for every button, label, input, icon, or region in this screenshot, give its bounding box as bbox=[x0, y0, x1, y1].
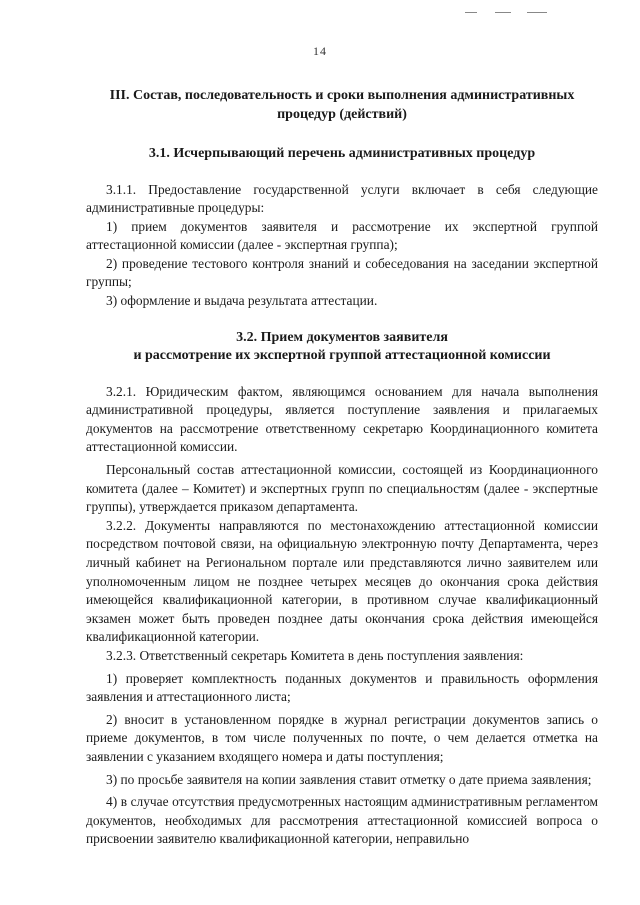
paragraph-3-2-3: 3.2.3. Ответственный секретарь Комитета в день поступления заявления: bbox=[106, 647, 524, 663]
section-title: III. Состав, последовательность и сроки выполнения административных процедур (действий) bbox=[109, 88, 575, 122]
document-body bbox=[86, 86, 598, 849]
subsection-title-3-1: 3.1. Исчерпывающий перечень административных процедур bbox=[148, 146, 536, 161]
list-item: 1) проверяет комплектность поданных документов и правильность оформления заявления и аттестационного листа; bbox=[86, 670, 598, 705]
paragraph-3-2-2: 3.2.2. Документы направляются по местонахождению аттестационной комиссии посредством почтовой связи, на официальную электронную почту Департамента, через личный кабинет на Региональном портале или представляются лично заявителем или уполномоченным лицом не позднее четырех месяцев до окончания срока действия имеющейся квалификационной категории, в противном случае квалификационный экзамен может быть проведен позднее даты окончания срока действия имеющейся квалификационной категории. bbox=[86, 517, 598, 645]
list-item: 3) по просьбе заявителя на копии заявления ставит отметку о дате приема заявления; bbox=[106, 771, 592, 787]
subsection-title-line-1: 3.2. Прием документов заявителя bbox=[236, 329, 448, 345]
list-item: 3) оформление и выдача результата аттестации. bbox=[106, 293, 378, 309]
scan-artifact-marks bbox=[465, 6, 555, 12]
paragraph-3-1-1: 3.1.1. Предоставление государственной услуги включает в себя следующие административные процедуры: bbox=[86, 181, 598, 216]
paragraph-3-2-1: 3.2.1. Юридическим фактом, являющимся основанием для начала выполнения административной процедуры, является поступление заявления и прилагаемых документов на рассмотрение ответственному секретарю Координационного комитета аттестационной комиссии. bbox=[86, 383, 598, 455]
paragraph-commission-composition: Персональный состав аттестационной комиссии, состоящей из Координационного комитета (далее – Комитет) и экспертных групп по специальностям (далее - экспертные группы), утверждается приказом департамента. bbox=[86, 462, 598, 515]
subsection-title-3-2 bbox=[86, 329, 598, 366]
page-number: 14 bbox=[313, 44, 327, 58]
list-item: 2) проведение тестового контроля знаний и собеседования на заседании экспертной группы; bbox=[86, 255, 598, 290]
subsection-title-line-2: и рассмотрение их экспертной группой аттестационной комиссии bbox=[133, 348, 551, 364]
list-item: 1) прием документов заявителя и рассмотрение их экспертной группой аттестационной комиссии (далее - экспертная группа); bbox=[86, 218, 598, 253]
list-item: 2) вносит в установленном порядке в журнал регистрации документов запись о приеме документов, в том числе полученных по почте, о чем делается отметка на заявлении с указанием входящего номера и даты поступления; bbox=[86, 711, 598, 764]
list-item: 4) в случае отсутствия предусмотренных настоящим административным регламентом документов, необходимых для рассмотрения аттестационной комиссией вопроса о присвоении заявителю квалификационной категории, неправильно bbox=[86, 794, 598, 847]
